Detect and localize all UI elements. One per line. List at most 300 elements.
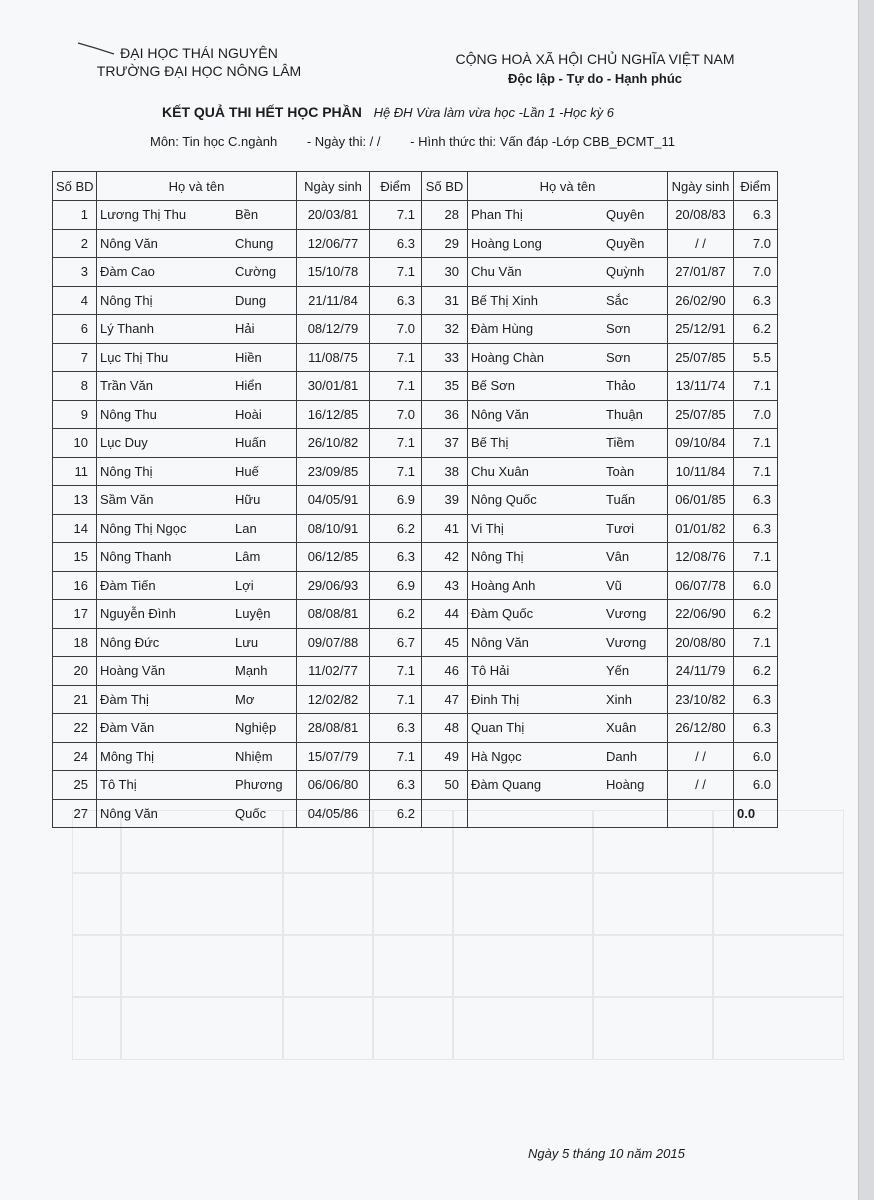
- cell-sbd: 29: [422, 229, 468, 258]
- table-row: [53, 286, 778, 315]
- cell-name: [97, 571, 297, 600]
- cell-name: [468, 799, 668, 828]
- school-name: TRƯỜNG ĐẠI HỌC NÔNG LÂM: [96, 63, 302, 79]
- cell-sbd: 11: [53, 457, 97, 486]
- document-title: [162, 104, 614, 120]
- cell-dob: 12/08/76: [668, 543, 734, 572]
- given-name: Danh: [606, 748, 638, 764]
- family-middle-name: Sầm Văn: [100, 492, 154, 508]
- cell-name: [468, 343, 668, 372]
- cell-score: 6.3: [370, 229, 422, 258]
- cell-dob: 23/10/82: [668, 685, 734, 714]
- cell-sbd: 43: [422, 571, 468, 600]
- cell-dob: 04/05/91: [297, 486, 370, 515]
- cell-dob: 13/11/74: [668, 372, 734, 401]
- cell-dob: 11/02/77: [297, 657, 370, 686]
- table-row: [53, 315, 778, 344]
- given-name: Yến: [606, 663, 630, 679]
- cell-score: 6.3: [734, 514, 778, 543]
- cell-name: [468, 514, 668, 543]
- given-name: Huấn: [235, 435, 267, 451]
- cell-sbd: 42: [422, 543, 468, 572]
- family-middle-name: Đàm Hùng: [471, 321, 534, 337]
- cell-name: [468, 685, 668, 714]
- given-name: Mạnh: [235, 663, 268, 679]
- cell-dob: 06/01/85: [668, 486, 734, 515]
- cell-sbd: 46: [422, 657, 468, 686]
- given-name: Phương: [235, 777, 283, 793]
- cell-dob: 30/01/81: [297, 372, 370, 401]
- cell-sbd: 49: [422, 742, 468, 771]
- cell-sbd: 7: [53, 343, 97, 372]
- family-middle-name: Nông Thị: [100, 292, 153, 308]
- cell-score: 7.1: [734, 372, 778, 401]
- given-name: Hoàng: [606, 777, 645, 793]
- given-name: Xuân: [606, 720, 637, 736]
- family-middle-name: Hoàng Chàn: [471, 349, 544, 365]
- cell-name: [97, 486, 297, 515]
- given-name: Vũ: [606, 577, 622, 593]
- family-middle-name: Hoàng Anh: [471, 577, 536, 593]
- table-row: [53, 372, 778, 401]
- col-header-score: Điểm: [370, 172, 422, 201]
- cell-dob: 27/01/87: [668, 258, 734, 287]
- col-header-name: Họ và tên: [97, 172, 297, 201]
- cell-name: [97, 514, 297, 543]
- cell-name: [97, 714, 297, 743]
- given-name: Vương: [606, 634, 647, 650]
- cell-score: 0.0: [734, 799, 778, 828]
- family-middle-name: Đàm Tiến: [100, 577, 156, 593]
- page-edge: [858, 0, 874, 1200]
- cell-dob: 24/11/79: [668, 657, 734, 686]
- given-name: Sơn: [606, 321, 631, 337]
- cell-dob: 15/10/78: [297, 258, 370, 287]
- cell-score: 7.0: [734, 258, 778, 287]
- family-middle-name: Trần Văn: [100, 378, 153, 394]
- family-middle-name: Quan Thị: [471, 720, 525, 736]
- cell-name: [97, 258, 297, 287]
- cell-name: [468, 429, 668, 458]
- cell-sbd: 44: [422, 600, 468, 629]
- given-name: Thuận: [606, 406, 643, 422]
- cell-sbd: 8: [53, 372, 97, 401]
- cell-sbd: 20: [53, 657, 97, 686]
- cell-score: 7.0: [370, 400, 422, 429]
- given-name: Nhiệm: [235, 748, 273, 764]
- family-middle-name: Nông Thanh: [100, 549, 172, 565]
- cell-dob: / /: [668, 229, 734, 258]
- cell-sbd: 47: [422, 685, 468, 714]
- cell-sbd: 41: [422, 514, 468, 543]
- table-row: [53, 657, 778, 686]
- cell-sbd: [422, 799, 468, 828]
- given-name: Huế: [235, 463, 259, 479]
- cell-name: [468, 315, 668, 344]
- cell-sbd: 28: [422, 201, 468, 230]
- table-row: [53, 685, 778, 714]
- cell-dob: 08/12/79: [297, 315, 370, 344]
- family-middle-name: Nông Thị Ngọc: [100, 520, 187, 536]
- cell-name: [97, 799, 297, 828]
- given-name: Lợi: [235, 577, 254, 593]
- cell-sbd: 48: [422, 714, 468, 743]
- cell-score: 7.0: [734, 229, 778, 258]
- given-name: Hữu: [235, 492, 261, 508]
- cell-dob: 06/06/80: [297, 771, 370, 800]
- family-middle-name: Chu Văn: [471, 264, 522, 280]
- cell-sbd: 17: [53, 600, 97, 629]
- cell-dob: 26/10/82: [297, 429, 370, 458]
- cell-dob: 06/07/78: [668, 571, 734, 600]
- col-header-sbd: Số BD: [422, 172, 468, 201]
- table-row: [53, 742, 778, 771]
- family-middle-name: Mông Thị: [100, 748, 154, 764]
- cell-sbd: 10: [53, 429, 97, 458]
- cell-dob: 26/02/90: [668, 286, 734, 315]
- cell-name: [97, 286, 297, 315]
- cell-score: 7.1: [370, 343, 422, 372]
- cell-score: 6.0: [734, 571, 778, 600]
- cell-dob: 20/08/83: [668, 201, 734, 230]
- cell-score: 6.9: [370, 486, 422, 515]
- cell-name: [468, 201, 668, 230]
- col-header-sbd: Số BD: [53, 172, 97, 201]
- table-row: [53, 543, 778, 572]
- given-name: Tươi: [606, 520, 635, 536]
- cell-sbd: 6: [53, 315, 97, 344]
- cell-name: [468, 628, 668, 657]
- header-right: [430, 50, 760, 88]
- family-middle-name: Lục Thị Thu: [100, 349, 169, 365]
- given-name: Lưu: [235, 634, 259, 650]
- cell-score: 6.3: [734, 286, 778, 315]
- cell-dob: 11/08/75: [297, 343, 370, 372]
- cell-name: [468, 286, 668, 315]
- exam-date-label: - Ngày thi: / /: [306, 134, 381, 149]
- cell-dob: 09/07/88: [297, 628, 370, 657]
- cell-sbd: 31: [422, 286, 468, 315]
- given-name: Vương: [606, 606, 647, 622]
- cell-sbd: 35: [422, 372, 468, 401]
- family-middle-name: Tô Thị: [100, 777, 137, 793]
- cell-sbd: 32: [422, 315, 468, 344]
- cell-name: [468, 372, 668, 401]
- cell-name: [97, 315, 297, 344]
- cell-name: [97, 543, 297, 572]
- cell-sbd: 22: [53, 714, 97, 743]
- given-name: Quỳnh: [606, 264, 645, 280]
- cell-name: [97, 429, 297, 458]
- cell-dob: / /: [668, 771, 734, 800]
- cell-score: 7.1: [370, 742, 422, 771]
- table-row: [53, 457, 778, 486]
- family-middle-name: Hà Ngọc: [471, 748, 522, 764]
- family-middle-name: Đàm Thị: [100, 691, 149, 707]
- cell-score: 7.1: [370, 201, 422, 230]
- table-row: [53, 514, 778, 543]
- cell-dob: 25/07/85: [668, 400, 734, 429]
- cell-name: [97, 229, 297, 258]
- family-middle-name: Nông Văn: [100, 235, 158, 251]
- family-middle-name: Nguyễn Đình: [100, 606, 176, 622]
- cell-dob: 20/03/81: [297, 201, 370, 230]
- cell-sbd: 18: [53, 628, 97, 657]
- cell-sbd: 13: [53, 486, 97, 515]
- cell-sbd: 45: [422, 628, 468, 657]
- title-system: Hệ ĐH Vừa làm vừa học -Lần 1 -Học kỳ 6: [373, 105, 615, 120]
- cell-sbd: 9: [53, 400, 97, 429]
- family-middle-name: Chu Xuân: [471, 463, 529, 479]
- given-name: Lan: [235, 520, 257, 536]
- cell-sbd: 36: [422, 400, 468, 429]
- cell-score: 6.0: [734, 771, 778, 800]
- col-header-dob: Ngày sinh: [668, 172, 734, 201]
- cell-dob: 04/05/86: [297, 799, 370, 828]
- cell-score: 6.2: [370, 799, 422, 828]
- given-name: Sắc: [606, 292, 629, 308]
- cell-score: 6.3: [370, 771, 422, 800]
- subject-label: Môn: Tin học C.ngành: [150, 134, 278, 149]
- cell-sbd: 38: [422, 457, 468, 486]
- cell-sbd: 50: [422, 771, 468, 800]
- cell-score: 6.3: [734, 201, 778, 230]
- table-row: [53, 486, 778, 515]
- family-middle-name: Lục Duy: [100, 435, 148, 451]
- given-name: Cường: [235, 264, 277, 280]
- cell-sbd: 4: [53, 286, 97, 315]
- cell-dob: 25/12/91: [668, 315, 734, 344]
- family-middle-name: Vi Thị: [471, 520, 504, 536]
- cell-score: 6.3: [370, 714, 422, 743]
- cell-sbd: 21: [53, 685, 97, 714]
- cell-name: [468, 771, 668, 800]
- given-name: Hiển: [235, 378, 262, 394]
- col-header-dob: Ngày sinh: [297, 172, 370, 201]
- cell-dob: 01/01/82: [668, 514, 734, 543]
- family-middle-name: Bế Thị: [471, 435, 509, 451]
- col-header-name: Họ và tên: [468, 172, 668, 201]
- cell-sbd: 1: [53, 201, 97, 230]
- cell-score: 6.2: [734, 600, 778, 629]
- cell-dob: 12/02/82: [297, 685, 370, 714]
- cell-dob: 28/08/81: [297, 714, 370, 743]
- cell-sbd: 14: [53, 514, 97, 543]
- cell-score: 7.1: [734, 429, 778, 458]
- cell-sbd: 15: [53, 543, 97, 572]
- given-name: Lâm: [235, 549, 261, 565]
- family-middle-name: Nông Thu: [100, 406, 157, 422]
- table-row: [53, 343, 778, 372]
- cell-sbd: 2: [53, 229, 97, 258]
- given-name: Vân: [606, 549, 630, 565]
- given-name: Quốc: [235, 805, 267, 821]
- cell-name: [97, 628, 297, 657]
- cell-score: 6.2: [734, 315, 778, 344]
- cell-score: 6.2: [734, 657, 778, 686]
- family-middle-name: Đàm Quốc: [471, 606, 534, 622]
- cell-score: 7.1: [734, 628, 778, 657]
- cell-score: 6.7: [370, 628, 422, 657]
- cell-score: 7.1: [370, 685, 422, 714]
- cell-sbd: 24: [53, 742, 97, 771]
- cell-sbd: 30: [422, 258, 468, 287]
- university-name: ĐẠI HỌC THÁI NGUYÊN: [120, 45, 278, 61]
- cell-name: [97, 343, 297, 372]
- given-name: Nghiệp: [235, 720, 277, 736]
- given-name: Bền: [235, 207, 259, 223]
- family-middle-name: Đàm Cao: [100, 264, 155, 280]
- cell-name: [97, 457, 297, 486]
- cell-dob: 25/07/85: [668, 343, 734, 372]
- cell-score: 7.1: [370, 372, 422, 401]
- cell-name: [468, 742, 668, 771]
- cell-score: 6.9: [370, 571, 422, 600]
- family-middle-name: Bế Sơn: [471, 378, 515, 394]
- cell-sbd: 27: [53, 799, 97, 828]
- cell-sbd: 25: [53, 771, 97, 800]
- cell-dob: / /: [668, 742, 734, 771]
- given-name: Tiềm: [606, 435, 635, 451]
- given-name: Hiền: [235, 349, 262, 365]
- cell-score: 6.3: [734, 685, 778, 714]
- cell-dob: 23/09/85: [297, 457, 370, 486]
- family-middle-name: Tô Hải: [471, 663, 510, 679]
- family-middle-name: Lương Thị Thu: [100, 207, 187, 223]
- given-name: Xinh: [606, 691, 633, 707]
- table-row: [53, 400, 778, 429]
- cell-score: 6.2: [370, 514, 422, 543]
- family-middle-name: Nông Văn: [100, 805, 158, 821]
- title-main: KẾT QUẢ THI HẾT HỌC PHẦN: [162, 104, 362, 120]
- republic-name: CỘNG HOÀ XÃ HỘI CHỦ NGHĨA VIỆT NAM: [455, 51, 735, 67]
- cell-score: 7.1: [370, 457, 422, 486]
- family-middle-name: Đinh Thị: [471, 691, 520, 707]
- family-middle-name: Đàm Văn: [100, 720, 155, 736]
- given-name: Quyên: [606, 207, 645, 223]
- family-middle-name: Nông Văn: [471, 634, 529, 650]
- exam-format-label: - Hình thức thi: Vấn đáp -Lớp CBB_ĐCMT_11: [410, 134, 675, 149]
- cell-score: 7.0: [370, 315, 422, 344]
- family-middle-name: Bế Thị Xinh: [471, 292, 538, 308]
- given-name: Toàn: [606, 463, 635, 479]
- given-name: Luyện: [235, 606, 271, 622]
- cell-dob: 10/11/84: [668, 457, 734, 486]
- cell-score: 6.3: [734, 486, 778, 515]
- cell-name: [468, 657, 668, 686]
- table-row: [53, 714, 778, 743]
- cell-sbd: 39: [422, 486, 468, 515]
- cell-name: [468, 571, 668, 600]
- cell-name: [97, 400, 297, 429]
- cell-sbd: 33: [422, 343, 468, 372]
- cell-name: [97, 657, 297, 686]
- cell-name: [468, 258, 668, 287]
- given-name: Sơn: [606, 349, 631, 365]
- given-name: Thảo: [606, 378, 636, 394]
- cell-name: [468, 543, 668, 572]
- cell-score: 6.2: [370, 600, 422, 629]
- family-middle-name: Nông Thị: [471, 549, 524, 565]
- cell-score: 6.3: [370, 286, 422, 315]
- family-middle-name: Đàm Quang: [471, 777, 542, 793]
- table-row: [53, 628, 778, 657]
- cell-dob: 08/10/91: [297, 514, 370, 543]
- given-name: Mơ: [235, 691, 255, 707]
- cell-score: 6.0: [734, 742, 778, 771]
- given-name: Hoài: [235, 406, 262, 422]
- cell-score: 5.5: [734, 343, 778, 372]
- cell-name: [97, 372, 297, 401]
- cell-sbd: 16: [53, 571, 97, 600]
- given-name: Dung: [235, 292, 267, 308]
- cell-score: 6.3: [734, 714, 778, 743]
- table-header-row: [53, 172, 778, 201]
- results-table: [52, 171, 778, 828]
- table-row: [53, 771, 778, 800]
- family-middle-name: Hoàng Long: [471, 235, 542, 251]
- table-row: [53, 258, 778, 287]
- cell-name: [97, 600, 297, 629]
- cell-sbd: 3: [53, 258, 97, 287]
- given-name: Quyền: [606, 235, 645, 251]
- table-row: [53, 600, 778, 629]
- family-middle-name: Nông Thị: [100, 463, 153, 479]
- given-name: Chung: [235, 235, 274, 251]
- cell-dob: 15/07/79: [297, 742, 370, 771]
- cell-dob: 09/10/84: [668, 429, 734, 458]
- table-row: [53, 201, 778, 230]
- cell-score: 7.1: [370, 657, 422, 686]
- exam-info: [150, 134, 701, 149]
- cell-dob: 29/06/93: [297, 571, 370, 600]
- cell-dob: [668, 799, 734, 828]
- family-middle-name: Nông Đức: [100, 634, 160, 650]
- family-middle-name: Nông Văn: [471, 406, 529, 422]
- header-left: [94, 44, 304, 80]
- family-middle-name: Hoàng Văn: [100, 663, 166, 679]
- cell-name: [97, 685, 297, 714]
- cell-dob: 12/06/77: [297, 229, 370, 258]
- cell-score: 7.1: [734, 543, 778, 572]
- cell-score: 7.1: [734, 457, 778, 486]
- cell-name: [468, 486, 668, 515]
- cell-score: 7.1: [370, 429, 422, 458]
- cell-dob: 16/12/85: [297, 400, 370, 429]
- table-row: [53, 229, 778, 258]
- cell-sbd: 37: [422, 429, 468, 458]
- family-middle-name: Nông Quốc: [471, 492, 537, 508]
- family-middle-name: Phan Thị: [471, 207, 523, 223]
- cell-dob: 26/12/80: [668, 714, 734, 743]
- cell-dob: 22/06/90: [668, 600, 734, 629]
- table-row: [53, 429, 778, 458]
- signing-date: Ngày 5 tháng 10 năm 2015: [528, 1146, 685, 1161]
- national-motto: Độc lập - Tự do - Hạnh phúc: [507, 71, 683, 86]
- family-middle-name: Lý Thanh: [100, 321, 154, 337]
- cell-name: [97, 742, 297, 771]
- given-name: Tuấn: [606, 492, 636, 508]
- cell-name: [468, 457, 668, 486]
- cell-score: 6.3: [370, 543, 422, 572]
- cell-dob: 08/08/81: [297, 600, 370, 629]
- cell-name: [97, 771, 297, 800]
- cell-name: [468, 400, 668, 429]
- cell-score: 7.0: [734, 400, 778, 429]
- cell-name: [97, 201, 297, 230]
- cell-name: [468, 229, 668, 258]
- cell-dob: 20/08/80: [668, 628, 734, 657]
